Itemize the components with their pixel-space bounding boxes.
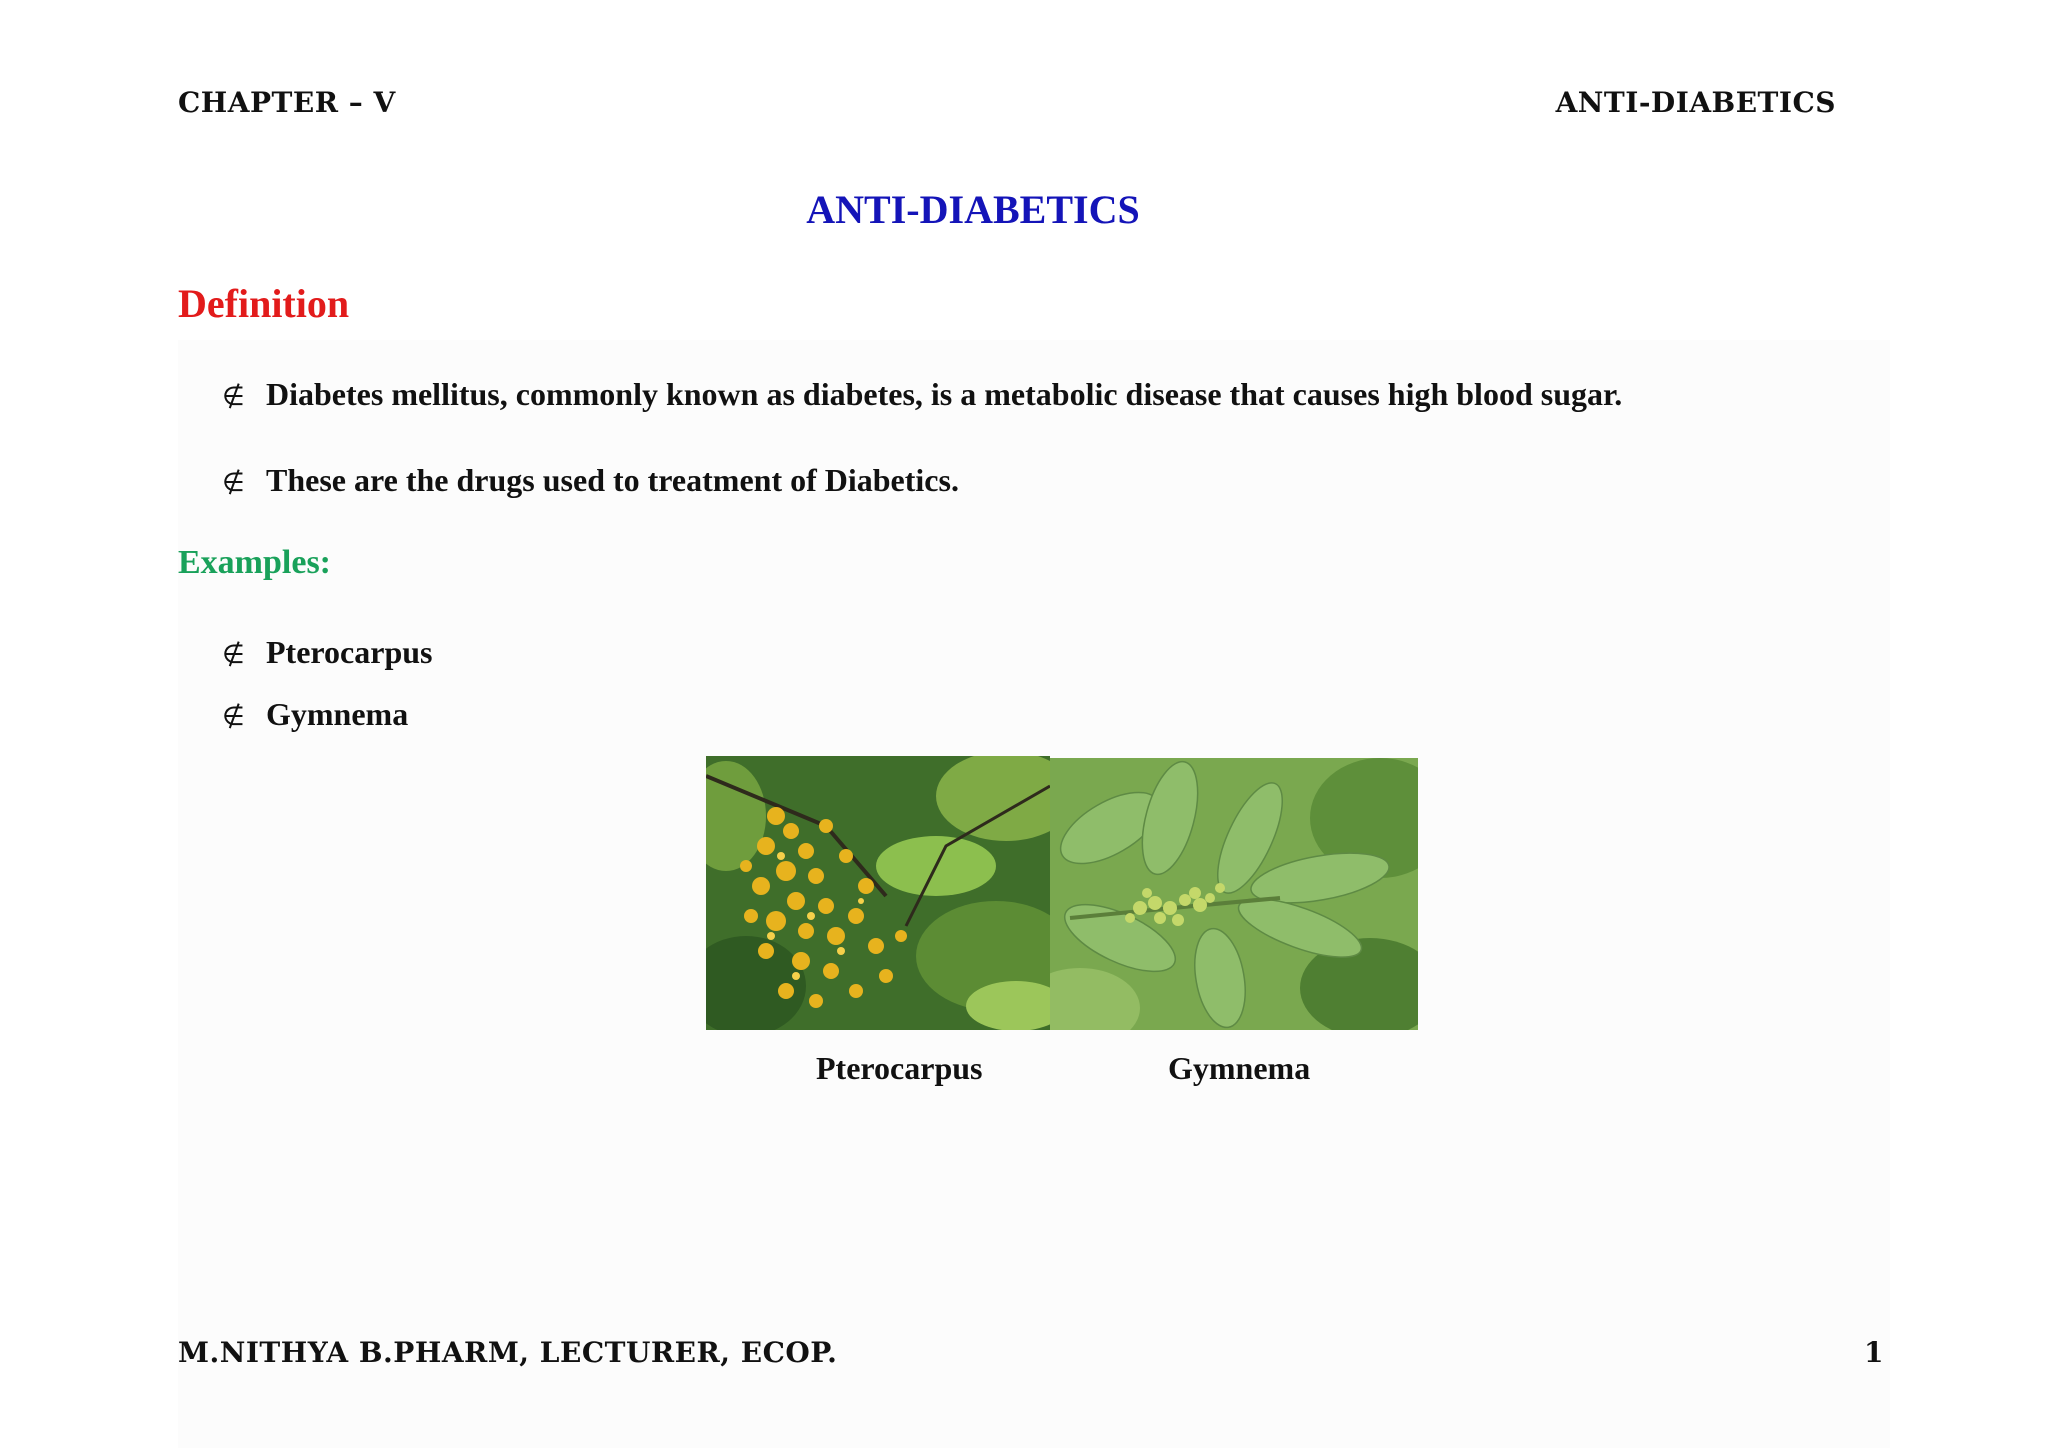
- figure-caption: Gymnema: [1168, 1050, 1311, 1086]
- not-element-of-icon: ∉: [222, 640, 245, 670]
- running-header-chapter: CHAPTER – V: [178, 86, 396, 119]
- example-item-text: Gymnema: [266, 696, 409, 732]
- not-element-of-icon: ∉: [222, 702, 245, 732]
- footer-author: M.NITHYA B.PHARM, LECTURER, ECOP.: [178, 1336, 838, 1369]
- gymnema-photo: [1050, 758, 1418, 1030]
- definition-heading: Definition: [178, 281, 350, 326]
- example-item: [222, 696, 408, 733]
- definition-item-text: These are the drugs used to treatment of Diabetics.: [266, 462, 959, 498]
- definition-item: [222, 376, 1622, 413]
- page-title: ANTI-DIABETICS: [806, 187, 1140, 232]
- not-element-of-icon: ∉: [222, 382, 245, 412]
- definition-item-text: Diabetes mellitus, commonly known as diabetes, is a metabolic disease that causes high blood sugar.: [266, 376, 1623, 412]
- example-item-text: Pterocarpus: [266, 634, 433, 670]
- running-header-topic: ANTI-DIABETICS: [1555, 86, 1836, 119]
- figure-caption: Pterocarpus: [816, 1050, 983, 1086]
- definition-item: [222, 462, 959, 499]
- example-item: [222, 634, 432, 671]
- not-element-of-icon: ∉: [222, 468, 245, 498]
- examples-heading: Examples:: [178, 544, 331, 581]
- page-number: 1: [1864, 1336, 1884, 1369]
- pterocarpus-photo: [706, 756, 1050, 1030]
